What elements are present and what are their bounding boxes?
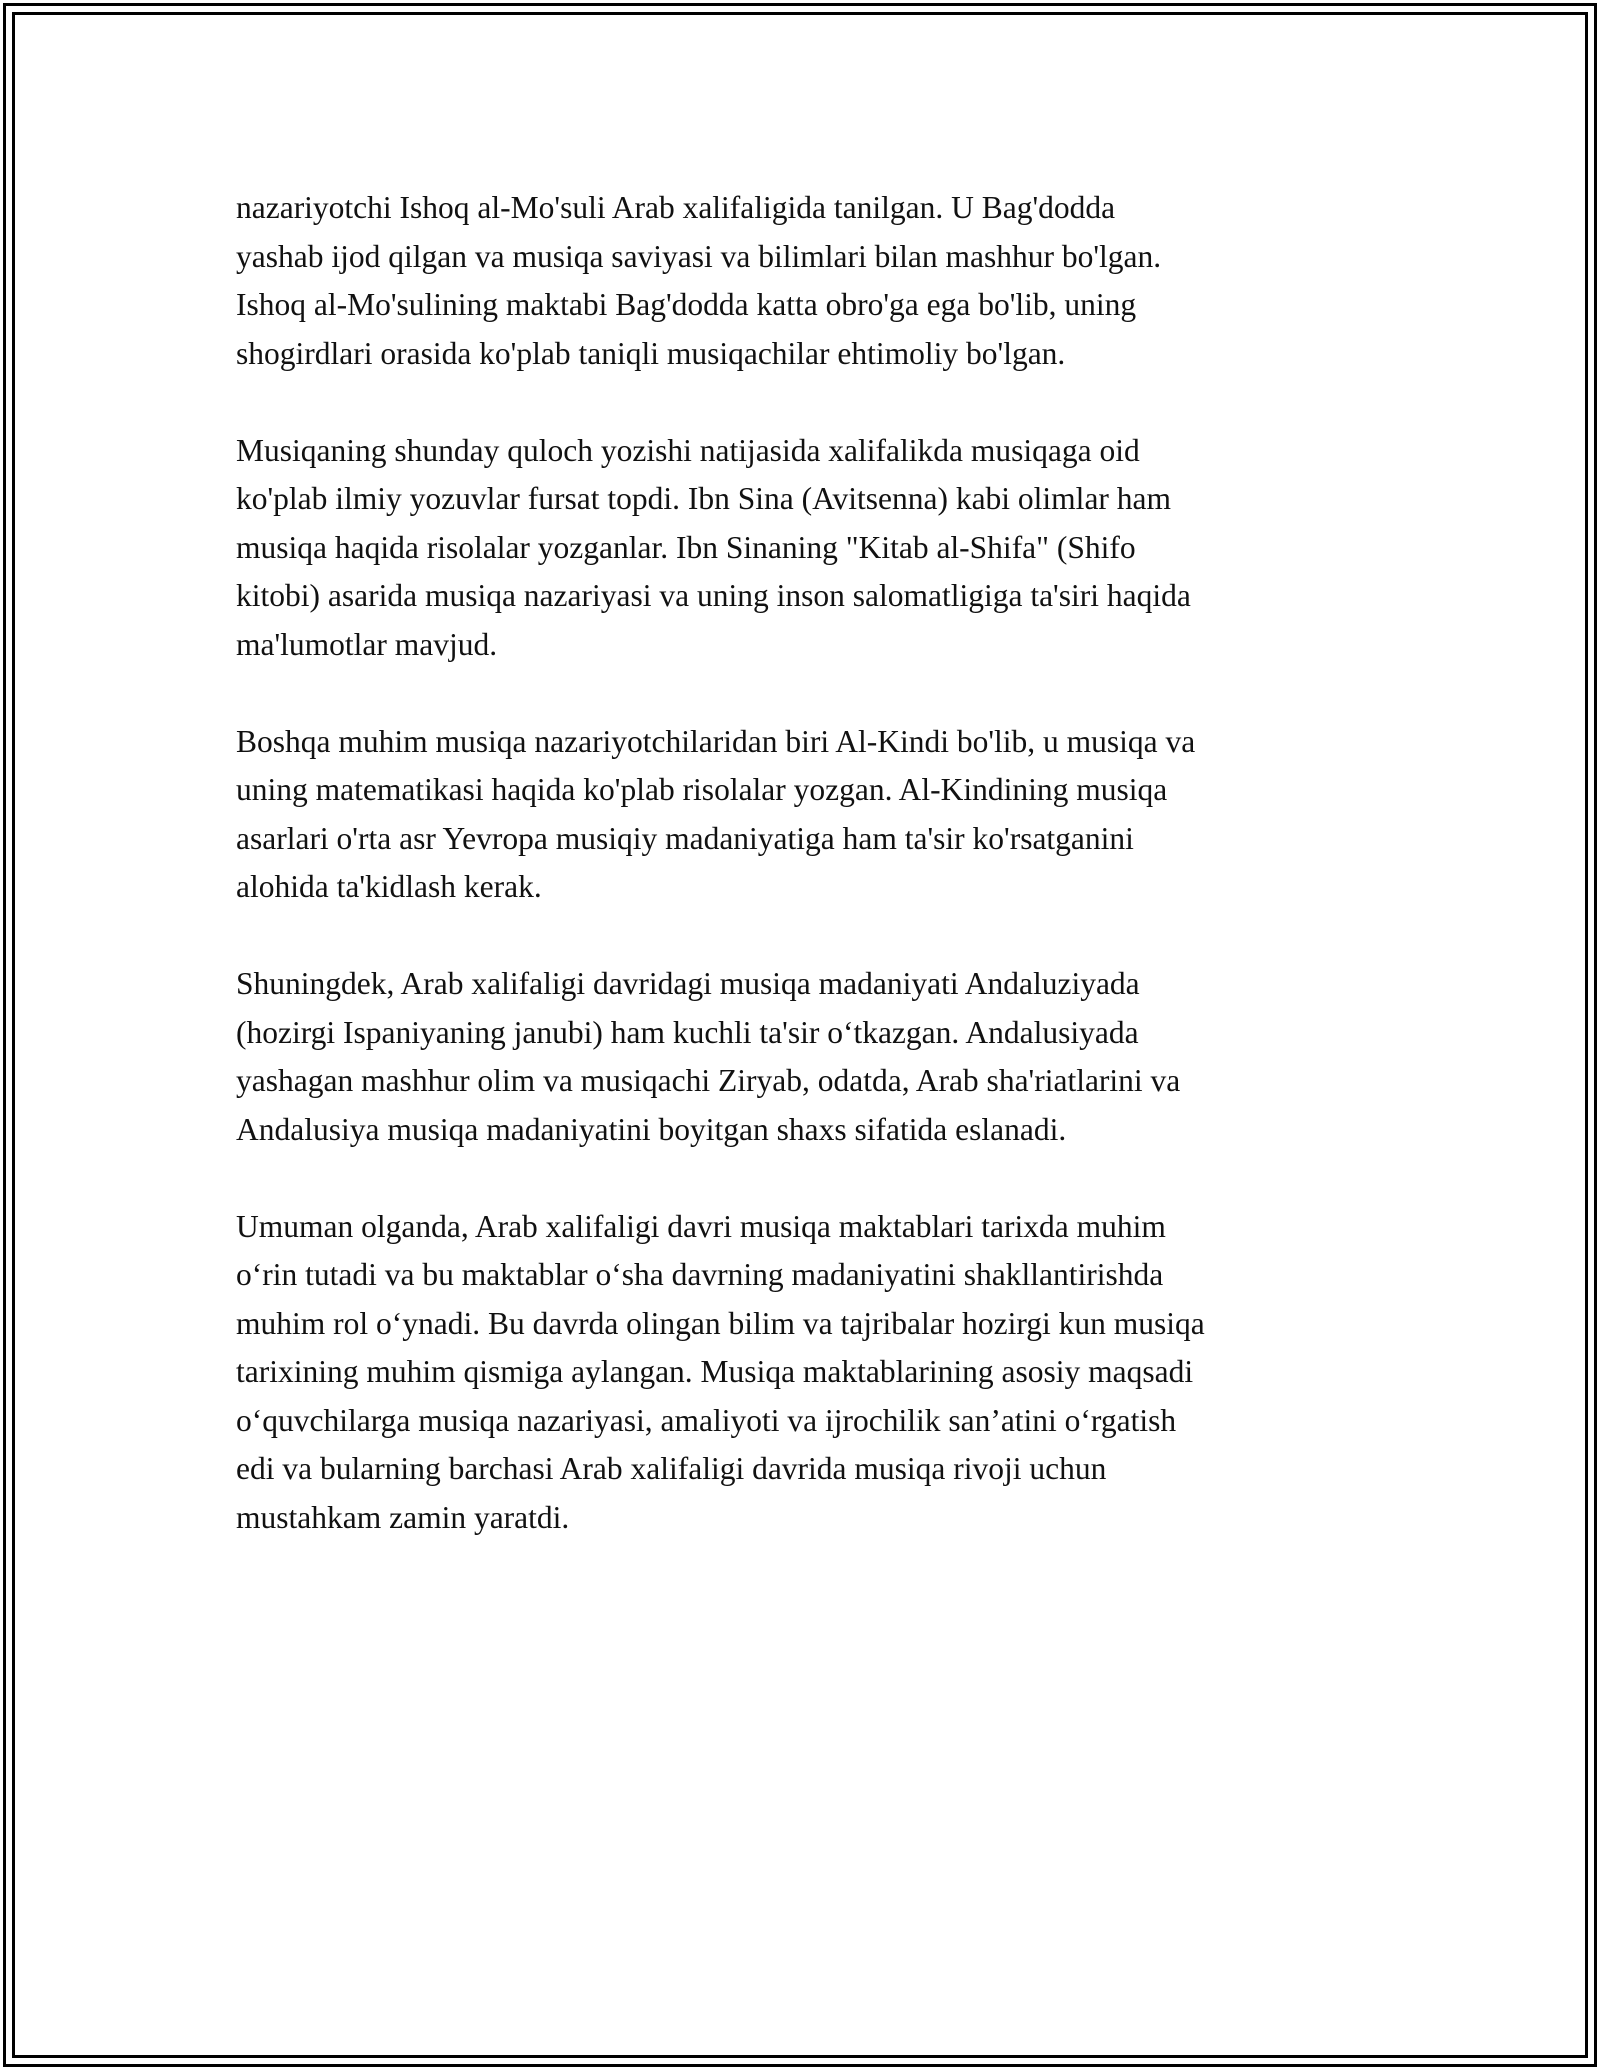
paragraph-ibn-sina: Musiqaning shunday quloch yozishi natijasida xalifalikda musiqaga oid ko'plab ilmiy yozuvlar fursat topdi. Ibn Sina (Avitsenna) kabi olimlar ham musiqa haqida risolalar yozganlar. Ibn Sinaning "Kitab al-Shifa" (Shifo kitobi) asarida musiqa nazariyasi va uning inson salomatligiga ta'siri haqida ma'lumotlar mavjud. — [236, 432, 1191, 662]
paragraph-ishoq-al-mosuli: nazariyotchi Ishoq al-Mo'suli Arab xalifaligida tanilgan. U Bag'dodda yashab ijod qilgan va musiqa saviyasi va bilimlari bilan mashhur bo'lgan. Ishoq al-Mo'sulining maktabi Bag'dodda katta obro'ga ega bo'lib, uning shogirdlari orasida ko'plab taniqli musiqachilar ehtimoliy bo'lgan. — [236, 190, 1162, 371]
paragraph-andaluziya: Shuningdek, Arab xalifaligi davridagi musiqa madaniyati Andaluziyada (hozirgi Ispaniyaning janubi) ham kuchli ta'sir o‘tkazgan. Andalusiyada yashagan mashhur olim va musiqachi Ziryab, odatda, Arab sha'riatlarini va Andalusiya musiqa madaniyatini boyitgan shaxs sifatida eslanadi. — [236, 966, 1181, 1147]
paragraph-al-kindi: Boshqa muhim musiqa nazariyotchilaridan biri Al-Kindi bo'lib, u musiqa va uning matematikasi haqida ko'plab risolalar yozgan. Al-Kindining musiqa asarlari o'rta asr Yevropa musiqiy madaniyatiga ham ta'sir ko'rsatganini alohida ta'kidlash kerak. — [236, 723, 1196, 904]
paragraph-conclusion: Umuman olganda, Arab xalifaligi davri musiqa maktablari tarixda muhim o‘rin tutadi va bu maktablar o‘sha davrning madaniyatini shakllantirishda muhim rol o‘ynadi. Bu davrda olingan bilim va tajribalar hozirgi kun musiqa tarixining muhim qismiga aylangan. Musiqa maktablarining asosiy maqsadi o‘quvchilarga musiqa nazariyasi, amaliyoti va ijrochilik san’atini o‘rgatish edi va bularning barchasi Arab xalifaligi davrida musiqa rivoji uchun mustahkam zamin yaratdi. — [236, 1208, 1205, 1535]
document-body — [236, 184, 1376, 1591]
